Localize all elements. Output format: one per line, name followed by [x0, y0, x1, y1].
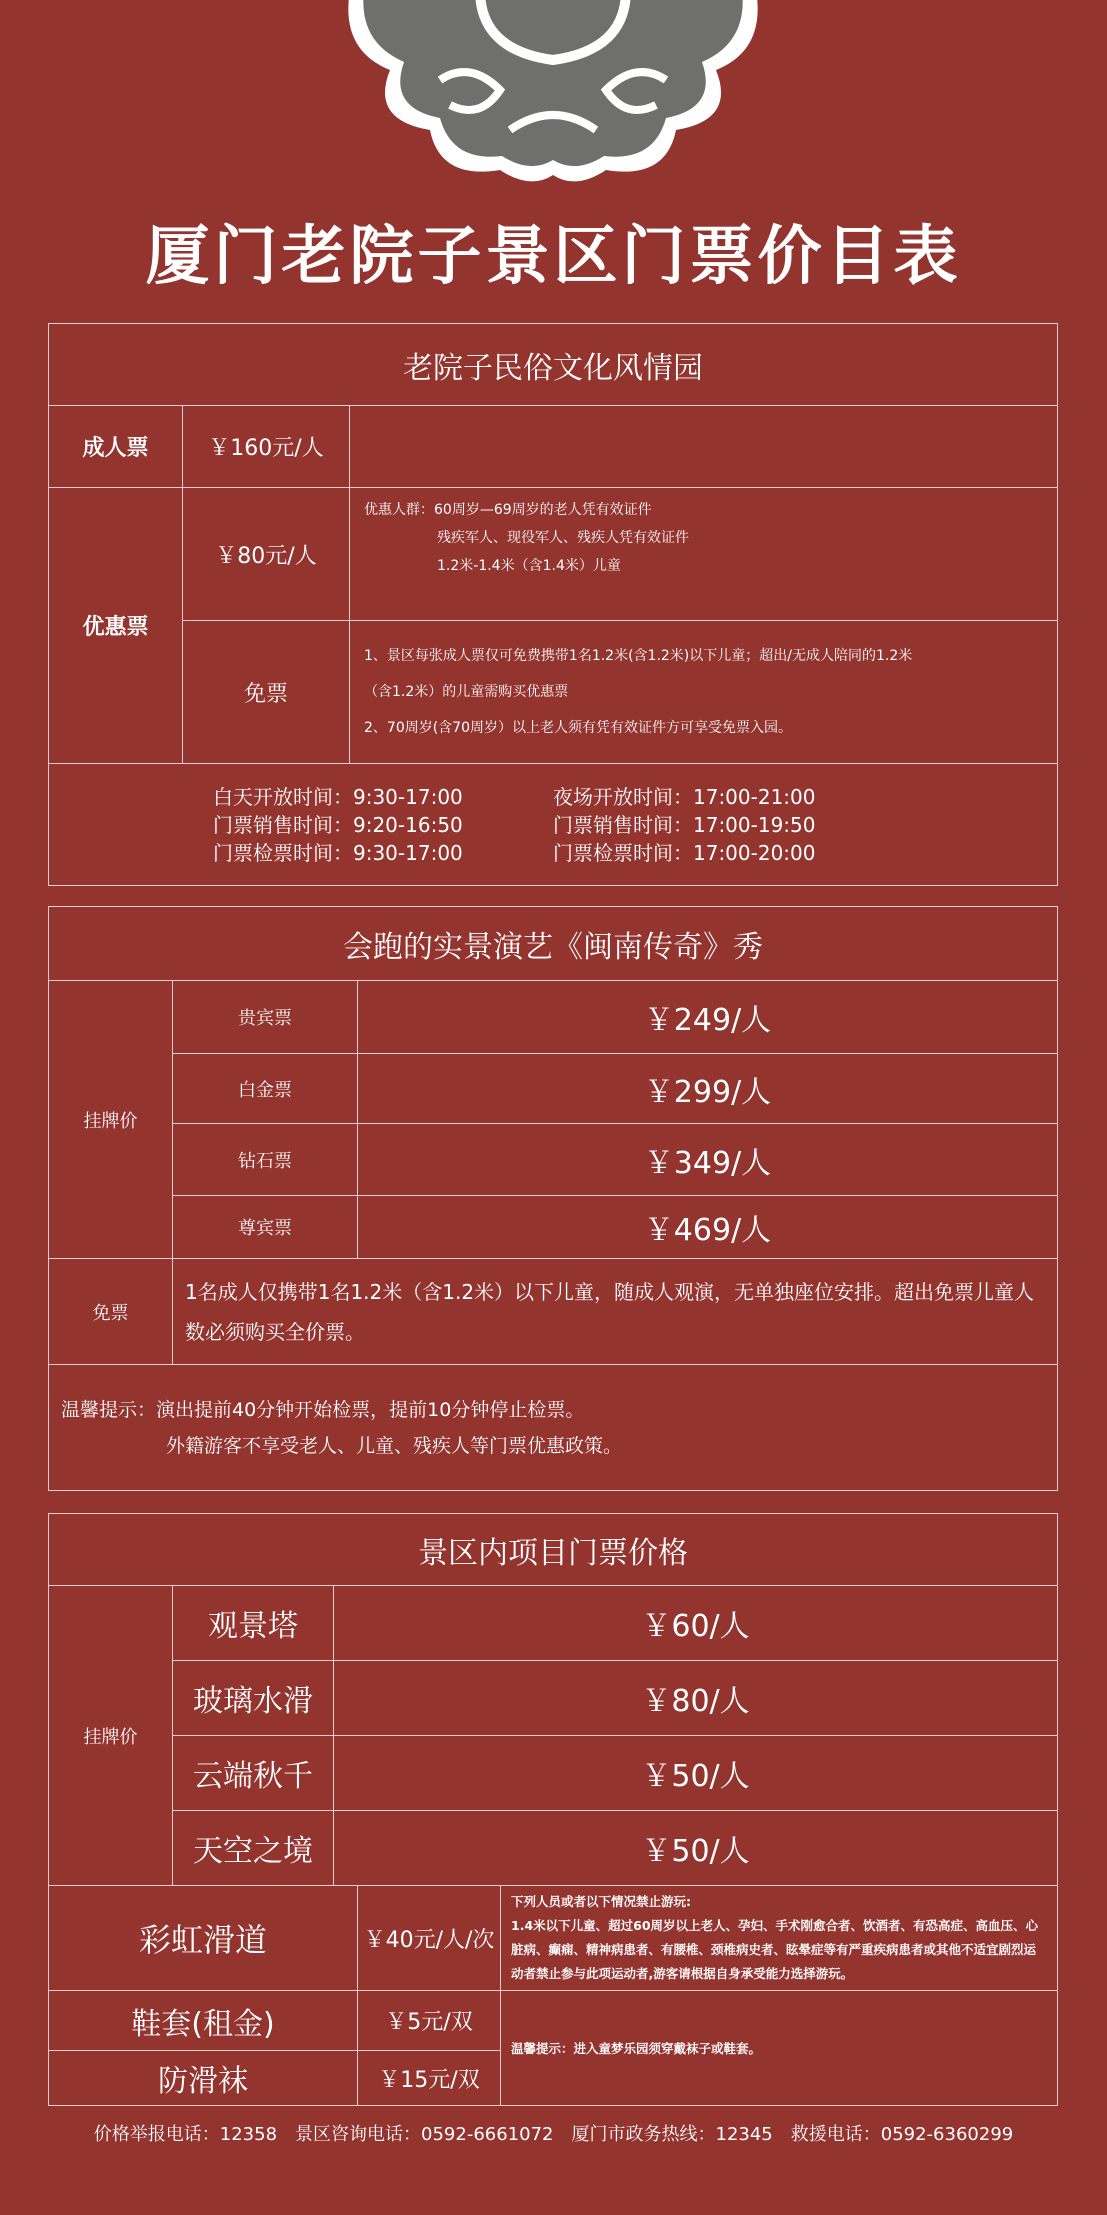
discount-price: ￥80元/人	[183, 488, 350, 621]
ticket-price: ￥469/人	[358, 1196, 1058, 1259]
hours-text: 白天开放时间：9:30-17:00	[213, 784, 463, 809]
free-line: 1、景区每张成人票仅可免费携带1名1.2米(含1.2米)以下儿童；超出/无成人陪同的1.2米	[364, 648, 913, 664]
ticket-price: ￥349/人	[358, 1124, 1058, 1196]
hours-text: 门票销售时间：17:00-19:50	[553, 812, 816, 837]
folk-park-table	[48, 323, 1058, 886]
hours-text: 门票销售时间：9:20-16:50	[213, 812, 463, 837]
discount-line: 1.2米-1.4米（含1.4米）儿童	[437, 558, 621, 574]
rainbow-slide-name: 彩虹滑道	[49, 1886, 358, 1991]
hours-text: 门票检票时间：9:30-17:00	[213, 840, 463, 865]
ticket-name: 尊宾票	[173, 1196, 358, 1259]
attraction-price: ￥50/人	[334, 1811, 1058, 1886]
ticket-name: 白金票	[173, 1054, 358, 1124]
tip-line: 温馨提示：演出提前40分钟开始检票，提前10分钟停止检票。	[61, 1398, 585, 1421]
attraction-name: 观景塔	[173, 1586, 334, 1661]
attraction-name: 云端秋千	[173, 1736, 334, 1811]
cloud-logo-icon	[330, 0, 777, 190]
rainbow-slide-price: ￥40元/人/次	[358, 1886, 501, 1991]
tip-text: 温馨提示：进入童梦乐园须穿戴袜子或鞋套。	[501, 1991, 1058, 2106]
attraction-price: ￥50/人	[334, 1736, 1058, 1811]
adult-price: ￥160元/人	[183, 406, 350, 488]
free-label: 免票	[183, 621, 350, 764]
socks-price: ￥15元/双	[358, 2051, 501, 2106]
free-text: 1名成人仅携带1名1.2米（含1.2米）以下儿童，随成人观演，无单独座位安排。超出免票儿童人数必须购买全价票。	[173, 1259, 1058, 1365]
page-title: 厦门老院子景区门票价目表	[145, 220, 962, 294]
free-label: 免票	[49, 1259, 173, 1365]
list-price-label: 挂牌价	[49, 981, 173, 1259]
attraction-price: ￥60/人	[334, 1586, 1058, 1661]
shoe-cover-name: 鞋套(租金)	[49, 1991, 358, 2051]
discount-line: 残疾军人、现役军人、残疾人凭有效证件	[437, 530, 689, 546]
restriction-line: 下列人员或者以下情况禁止游玩:	[511, 1894, 691, 1909]
section-title: 老院子民俗文化风情园	[49, 324, 1058, 406]
show-table	[48, 906, 1058, 1491]
list-price-label: 挂牌价	[49, 1586, 173, 1886]
hours-text: 夜场开放时间：17:00-21:00	[553, 784, 816, 809]
hours-text: 门票检票时间：17:00-20:00	[553, 840, 816, 865]
section-title: 会跑的实景演艺《闽南传奇》秀	[49, 907, 1058, 981]
adult-label: 成人票	[49, 406, 183, 488]
shoe-cover-price: ￥5元/双	[358, 1991, 501, 2051]
footer-contacts: 价格举报电话：12358 景区咨询电话：0592-6661072 厦门市政务热线：12345 救援电话：0592-6360299	[93, 2124, 1014, 2145]
ticket-price: ￥299/人	[358, 1054, 1058, 1124]
ticket-price: ￥249/人	[358, 981, 1058, 1054]
discount-line: 优惠人群：60周岁—69周岁的老人凭有效证件	[364, 502, 652, 518]
opening-hours	[49, 764, 1058, 886]
restriction-line: 1.4米以下儿童、超过60周岁以上老人、孕妇、手术刚愈合者、饮酒者、有恐高症、高血压、心脏病、癫痫、精神病患者、有腰椎、颈椎病史者、眩晕症等有严重疾病患者或其他不适宜剧烈运动者禁止参与此项运动者,游客请根据自身承受能力选择游玩。	[511, 1918, 1039, 1981]
attraction-price: ￥80/人	[334, 1661, 1058, 1736]
ticket-name: 钻石票	[173, 1124, 358, 1196]
attraction-name: 玻璃水滑	[173, 1661, 334, 1736]
ticket-name: 贵宾票	[173, 981, 358, 1054]
socks-name: 防滑袜	[49, 2051, 358, 2106]
attractions-table	[48, 1513, 1058, 2106]
section-title: 景区内项目门票价格	[49, 1514, 1058, 1586]
free-line: （含1.2米）的儿童需购买优惠票	[364, 684, 569, 700]
tip-line: 外籍游客不享受老人、儿童、残疾人等门票优惠政策。	[166, 1434, 623, 1457]
attraction-name: 天空之境	[173, 1811, 334, 1886]
discount-label: 优惠票	[49, 488, 183, 764]
free-line: 2、70周岁(含70周岁）以上老人须有凭有效证件方可享受免票入园。	[364, 720, 792, 736]
